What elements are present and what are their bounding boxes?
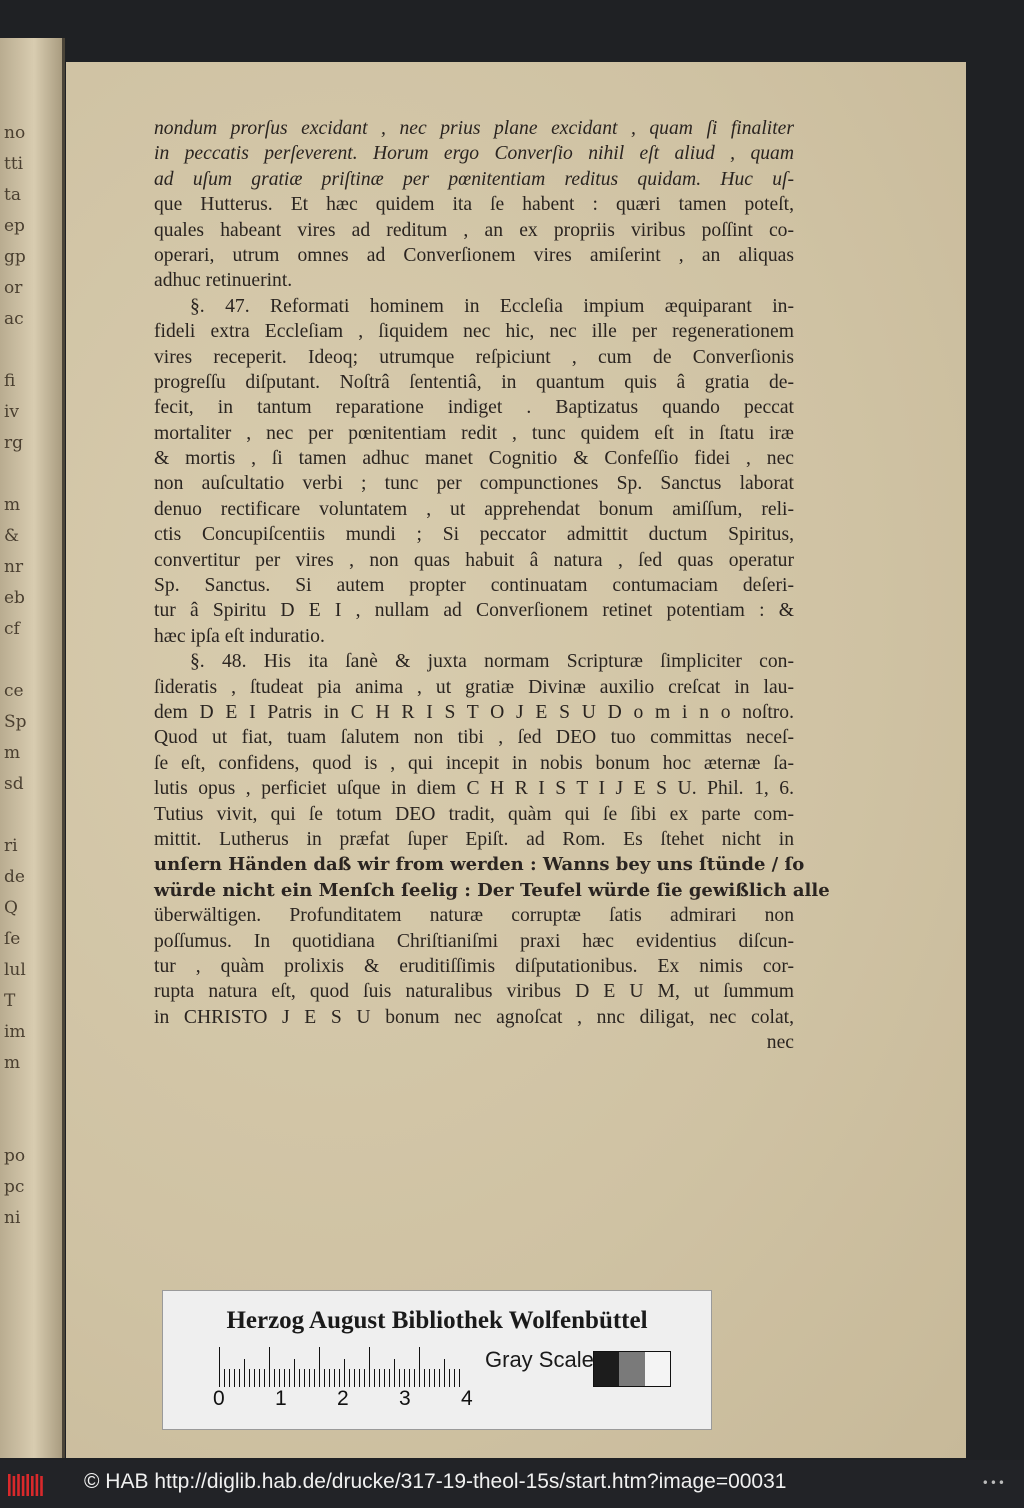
margin-fragment: Sp — [4, 712, 27, 732]
ruler-number: 3 — [399, 1387, 411, 1410]
margin-fragment: im — [4, 1022, 26, 1042]
text-line: tur â Spiritu D E I , nullam ad Converſionem retinet potentiam : & — [154, 600, 794, 622]
text-line: ſe eſt, confidens, quod is , qui incepit in nobis bonum hoc æternæ ſa- — [154, 752, 794, 774]
ruler-tick — [404, 1369, 405, 1387]
text-line: ctis Concupiſcentiis mundi ; Si peccator admittit ductum Spiritus, — [154, 524, 794, 546]
ruler-tick — [334, 1369, 335, 1387]
margin-fragment: cf — [4, 619, 20, 639]
text-line: convertitur per vires , non quas habuit â natura , ſed quas operatur — [154, 549, 794, 571]
text-line: non auſcultatio verbi ; tunc per compunctiones Sp. Sanctus laborat — [154, 473, 794, 495]
ruler-tick — [359, 1369, 360, 1387]
ruler-tick — [304, 1369, 305, 1387]
hab-logo-icon — [8, 1474, 46, 1496]
margin-fragment — [4, 459, 44, 490]
ruler-tick — [299, 1369, 300, 1387]
margin-fragment: T — [4, 991, 16, 1011]
ruler-tick — [309, 1369, 310, 1387]
ruler-number: 0 — [213, 1387, 225, 1410]
ruler-numbers — [213, 1387, 483, 1411]
ruler-number: 2 — [337, 1387, 349, 1410]
gray-scale-swatches — [593, 1351, 671, 1387]
ruler-tick — [459, 1369, 460, 1387]
source-url-link[interactable]: © HAB http://diglib.hab.de/drucke/317-19-theol-15s/start.htm?image=00031 — [84, 1470, 787, 1493]
ruler-tick — [429, 1369, 430, 1387]
ruler-number: 4 — [461, 1387, 473, 1410]
ruler-tick — [439, 1369, 440, 1387]
ruler-tick — [339, 1369, 340, 1387]
margin-fragment — [4, 1110, 44, 1141]
page-text-block — [154, 116, 830, 1055]
margin-fragment: nr — [4, 557, 24, 577]
text-line: nec — [766, 1032, 794, 1054]
text-line: ſideratis , ſtudeat pia anima , ut gratiæ Divinæ auxilio creſcat in lau- — [154, 676, 794, 698]
adjacent-page-text — [4, 118, 44, 1296]
ruler-tick — [249, 1369, 250, 1387]
margin-fragment: & — [4, 526, 20, 546]
margin-fragment: ep — [4, 216, 25, 236]
text-line: poſſumus. In quotidiana Chriſtianiſmi praxi hæc evidentius diſcun- — [154, 930, 794, 952]
ruler-tick — [289, 1369, 290, 1387]
text-line: dem D E I Patris in C H R I S T O J E S U D o m i n o noſtro. — [154, 701, 794, 723]
text-line: vires receperit. Ideoq; utrumque reſpiciunt , cum de Converſionis — [154, 346, 794, 368]
ruler-tick — [389, 1369, 390, 1387]
margin-fragment: ri — [4, 836, 18, 856]
ruler-tick — [234, 1369, 235, 1387]
ruler-tick — [454, 1369, 455, 1387]
ruler-tick — [434, 1369, 435, 1387]
margin-fragment: ta — [4, 185, 21, 205]
text-line: quales habeant vires ad reditum , an ex propriis viribus poſſint co- — [154, 219, 794, 241]
ruler-number: 1 — [275, 1387, 287, 1410]
ruler-tick — [329, 1369, 330, 1387]
ruler-tick — [284, 1369, 285, 1387]
gray-swatch — [619, 1352, 644, 1386]
margin-fragment: ſe — [4, 929, 21, 949]
ruler-tick — [294, 1359, 295, 1387]
color-reference-card — [162, 1290, 712, 1430]
ruler-tick — [409, 1369, 410, 1387]
margin-fragment — [4, 800, 44, 831]
ruler-tick — [314, 1369, 315, 1387]
margin-fragment: ce — [4, 681, 24, 701]
ruler-tick — [269, 1347, 270, 1387]
text-line: in peccatis perſeverent. Horum ergo Converſio nihil eſt aliud , quam — [154, 143, 794, 165]
text-line: hæc ipſa eſt induratio. — [154, 625, 325, 647]
margin-fragment — [4, 1079, 44, 1110]
ruler-tick — [444, 1359, 445, 1387]
ruler-tick — [424, 1369, 425, 1387]
text-line: operari, utrum omnes ad Converſionem vires amiſerint , an aliquas — [154, 244, 794, 266]
margin-fragment: m — [4, 743, 21, 763]
margin-fragment: m — [4, 495, 21, 515]
ruler-tick — [419, 1347, 420, 1387]
margin-fragment: po — [4, 1146, 26, 1166]
ruler-tick — [264, 1369, 265, 1387]
margin-fragment: tti — [4, 154, 24, 174]
margin-fragment: sd — [4, 774, 24, 794]
ruler-tick — [344, 1359, 345, 1387]
ruler-tick — [364, 1369, 365, 1387]
ruler-tick — [349, 1369, 350, 1387]
text-line: lutis opus , perficiet uſque in diem C H R I S T I J E S U. Phil. 1, 6. — [154, 778, 794, 800]
margin-fragment: fi — [4, 371, 16, 391]
text-line: rupta natura eſt, quod ſuis naturalibus viribus D E U M, ut ſummum — [154, 981, 794, 1003]
gray-swatch — [645, 1352, 670, 1386]
ruler-tick — [374, 1369, 375, 1387]
text-line: adhuc retinuerint. — [154, 270, 293, 292]
text-line: que Hutterus. Et hæc quidem ita ſe habent : quæri tamen poteſt, — [154, 194, 794, 216]
text-line: & mortis , ſi tamen adhuc manet Cognitio & Confeſſio fidei , nec — [154, 448, 794, 470]
ruler-tick — [354, 1369, 355, 1387]
text-line: in CHRISTO J E S U bonum nec agnoſcat , nnc diligat, nec colat, — [154, 1006, 794, 1028]
ruler-tick — [219, 1347, 220, 1387]
margin-fragment — [4, 645, 44, 676]
margin-fragment: de — [4, 867, 25, 887]
ruler-tick — [274, 1369, 275, 1387]
text-line: mortaliter , nec per pœnitentiam redit , tunc quidem eſt in ſtatu iræ — [154, 422, 794, 444]
text-line: §. 48. His ita ſanè & juxta normam Scripturæ ſimpliciter con- — [190, 651, 794, 673]
margin-fragment: m — [4, 1053, 21, 1073]
text-line: fideli extra Eccleſiam , ſiquidem nec hic, nec ille per regenerationem — [154, 321, 794, 343]
library-name: Herzog August Bibliothek Wolfenbüttel — [226, 1307, 648, 1334]
scale-ruler — [219, 1347, 469, 1387]
margin-fragment: or — [4, 278, 23, 298]
margin-fragment: rg — [4, 433, 24, 453]
margin-fragment: ni — [4, 1208, 21, 1228]
ruler-tick — [244, 1359, 245, 1387]
text-line: denuo rectificare voluntatem , ut apprehendat bonum amiſſum, reli- — [154, 498, 794, 520]
ruler-tick — [324, 1369, 325, 1387]
ruler-tick — [379, 1369, 380, 1387]
text-line: mittit. Lutherus in præfat ſuper Epiſt. ad Rom. Es ſtehet nicht in — [154, 828, 794, 850]
margin-fragment: no — [4, 123, 26, 143]
ruler-tick — [319, 1347, 320, 1387]
text-line: fecit, in tantum reparatione indiget . Baptizatus quando peccat — [154, 397, 794, 419]
ruler-tick — [259, 1369, 260, 1387]
margin-fragment: Q — [4, 898, 18, 918]
ruler-tick — [369, 1347, 370, 1387]
gray-swatch — [594, 1352, 619, 1386]
text-line: Sp. Sanctus. Si autem propter continuatam contumaciam deſeri- — [154, 575, 794, 597]
margin-fragment: iv — [4, 402, 20, 422]
text-line: unſern Händen daß wir from werden : Wanns bey uns ſtünde / ſo — [154, 854, 805, 876]
ruler-tick — [449, 1369, 450, 1387]
ruler-tick — [254, 1369, 255, 1387]
margin-fragment: ac — [4, 309, 24, 329]
ruler-tick — [279, 1369, 280, 1387]
ruler-tick — [224, 1369, 225, 1387]
margin-fragment: eb — [4, 588, 25, 608]
margin-fragment: pc — [4, 1177, 25, 1197]
gray-scale-label: Gray Scale — [485, 1347, 594, 1372]
text-line: würde nicht ein Menſch ſeelig : Der Teufel würde ſie gewißlich alle — [154, 879, 830, 901]
book-page — [66, 62, 966, 1458]
text-line: überwältigen. Profunditatem naturæ corruptæ ſatis admirari non — [154, 905, 794, 927]
ruler-tick — [394, 1359, 395, 1387]
ruler-tick — [399, 1369, 400, 1387]
text-line: Quod ut fiat, tuam ſalutem non tibi , ſed DEO tuo committas neceſ- — [154, 727, 794, 749]
adjacent-page-edge — [0, 38, 65, 1458]
margin-fragment: gp — [4, 247, 26, 267]
text-line: §. 47. Reformati hominem in Eccleſia impium æquiparant in- — [190, 295, 794, 317]
ruler-tick — [229, 1369, 230, 1387]
ruler-tick — [414, 1369, 415, 1387]
viewer-footer — [0, 1460, 1024, 1508]
ruler-tick — [239, 1369, 240, 1387]
text-line: progreſſu diſputant. Noſtrâ ſententiâ, in quantum quis â gratia de- — [154, 371, 794, 393]
more-icon[interactable]: ••• — [981, 1476, 1006, 1490]
text-line: Tutius vivit, qui ſe totum DEO tradit, quàm qui ſe ſibi ex parte com- — [154, 803, 794, 825]
margin-fragment: lul — [4, 960, 26, 980]
text-line: nondum prorſus excidant , nec prius plane excidant , quam ſi finaliter — [154, 118, 794, 139]
margin-fragment — [4, 1265, 44, 1296]
margin-fragment — [4, 335, 44, 366]
text-line: tur , quàm prolixis & eruditiſſimis diſputationibus. Ex nimis cor- — [154, 955, 794, 977]
margin-fragment — [4, 1234, 44, 1265]
ruler-tick — [384, 1369, 385, 1387]
text-line: ad uſum gratiæ priſtinæ per pœnitentiam reditus quidam. Huc uſ- — [154, 168, 794, 190]
